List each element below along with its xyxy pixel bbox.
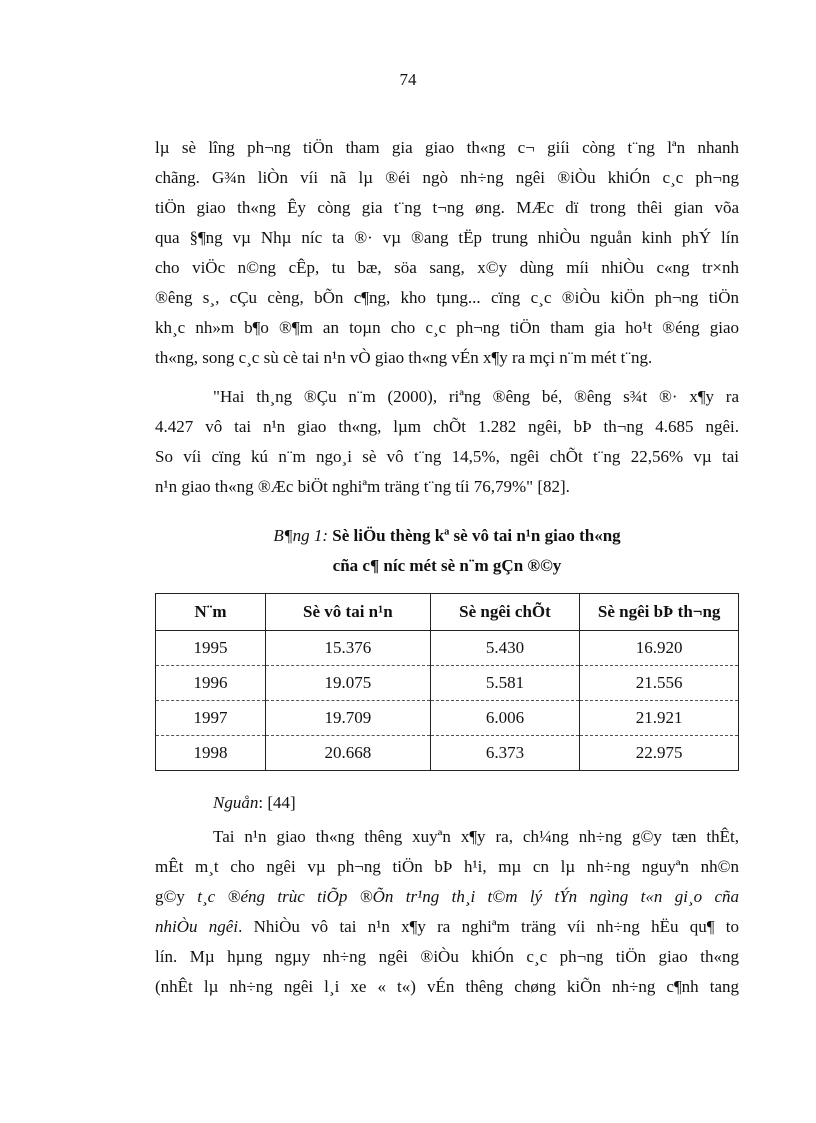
table-caption-line-1 — [155, 521, 739, 551]
paragraph-text: . NhiÒu vô tai n¹n x¶y ra nghiªm träng víi nh÷ng hËu qu¶ to — [238, 917, 739, 936]
paragraph-line-mixed — [155, 882, 739, 912]
column-header-injured: Sè ngêi bÞ th¬ng — [580, 594, 739, 631]
table-source — [213, 788, 296, 818]
cell-deaths: 5.430 — [430, 631, 580, 666]
paragraph-line: 4.427 vô tai n¹n giao th«ng, lµm chÕt 1.282 ngêi, bÞ th¬ng 4.685 ngêi. — [155, 417, 739, 436]
table-caption — [155, 521, 739, 581]
paragraph-line: th«ng, song c¸c sù cè tai n¹n vÒ giao th«ng vÉn x¶y ra mçi n¨m mét t¨ng. — [155, 348, 653, 367]
cell-accidents: 20.668 — [266, 736, 431, 771]
paragraph-italic-text: nhiÒu ngêi — [155, 917, 239, 936]
paragraph-line: kh¸c nh»m b¶o ®¶m an toµn cho c¸c ph¬ng tiÖn tham gia ho¹t ®éng giao — [155, 318, 739, 337]
statistics-table — [155, 593, 739, 771]
table-caption-title-line-2: cña c¶ níc mét sè n¨m gÇn ®©y — [332, 556, 562, 575]
column-header-deaths: Sè ngêi chÕt — [430, 594, 580, 631]
cell-year: 1995 — [156, 631, 266, 666]
paragraph-line: So víi cïng kú n¨m ngo¸i sè vô t¨ng 14,5%, ngêi chÕt t¨ng 22,56% vµ tai — [155, 447, 739, 466]
paragraph-line: qua §¶ng vµ Nhµ níc ta ®· vµ ®ang tËp trung nhiÒu nguån kinh phÝ lín — [155, 228, 739, 247]
cell-deaths: 5.581 — [430, 666, 580, 701]
table-row — [156, 631, 739, 666]
paragraph-line: mÊt m¸t cho ngêi vµ ph¬ng tiÖn bÞ h¹i, mµ cn lµ nh÷ng nguyªn nh©n — [155, 857, 739, 876]
paragraph-1 — [155, 133, 739, 373]
paragraph-line: lín. Mµ hµng ngµy nh÷ng ngêi ®iÒu khiÓn c¸c ph¬ng tiÖn giao th«ng — [155, 947, 739, 966]
cell-year: 1998 — [156, 736, 266, 771]
page-number: 74 — [399, 70, 417, 89]
column-header-year: N¨m — [156, 594, 266, 631]
cell-year: 1996 — [156, 666, 266, 701]
paragraph-line: ®êng s¸, cÇu cèng, bÕn c¶ng, kho tµng... cïng c¸c ®iÒu kiÖn ph¬ng tiÖn — [155, 288, 739, 307]
cell-injured: 21.921 — [580, 701, 739, 736]
column-header-accidents: Sè vô tai n¹n — [266, 594, 431, 631]
cell-injured: 21.556 — [580, 666, 739, 701]
paragraph-line: Tai n¹n giao th«ng thêng xuyªn x¶y ra, ch¼ng nh÷ng g©y tæn thÊt, — [213, 827, 739, 846]
paragraph-line: chãng. G¾n liÒn víi nã lµ ®éi ngò nh÷ng ngêi ®iÒu khiÓn c¸c ph¬ng — [155, 168, 739, 187]
cell-deaths: 6.006 — [430, 701, 580, 736]
table-row — [156, 701, 739, 736]
paragraph-3 — [155, 822, 739, 1002]
table-caption-label: B¶ng 1: — [273, 526, 329, 545]
table-header-row — [156, 594, 739, 631]
table-caption-title: Sè liÖu thèng kª sè vô tai n¹n giao th«ng — [328, 526, 621, 545]
cell-injured: 22.975 — [580, 736, 739, 771]
cell-accidents: 19.075 — [266, 666, 431, 701]
paragraph-line: lµ sè lîng ph¬ng tiÖn tham gia giao th«ng c¬ giíi còng t¨ng lªn nhanh — [155, 138, 739, 157]
paragraph-line: "Hai th¸ng ®Çu n¨m (2000), riªng ®êng bé, ®êng s¾t ®· x¶y ra — [213, 387, 739, 406]
paragraph-line: n¹n giao th«ng ®Æc biÖt nghiªm träng t¨ng tíi 76,79%" [82]. — [155, 477, 570, 496]
paragraph-line: tiÖn giao th«ng Êy còng gia t¨ng t¬ng øng. MÆc dï trong thêi gian võa — [155, 198, 739, 217]
paragraph-line-mixed — [155, 912, 739, 942]
table-row — [156, 666, 739, 701]
paragraph-text: g©y — [155, 887, 198, 906]
paragraph-line: (nhÊt lµ nh÷ng ngêi l¸i xe « t«) vÉn thêng chøng kiÕn nh÷ng c¶nh tang — [155, 977, 739, 996]
source-label: Nguån — [213, 793, 259, 812]
cell-accidents: 15.376 — [266, 631, 431, 666]
cell-injured: 16.920 — [580, 631, 739, 666]
source-reference: : [44] — [258, 793, 296, 812]
cell-accidents: 19.709 — [266, 701, 431, 736]
cell-deaths: 6.373 — [430, 736, 580, 771]
cell-year: 1997 — [156, 701, 266, 736]
table-row — [156, 736, 739, 771]
paragraph-line: cho viÖc n©ng cÊp, tu bæ, söa sang, x©y dùng míi nhiÒu c«ng tr×nh — [155, 258, 739, 277]
paragraph-2-quote — [155, 382, 739, 502]
paragraph-italic-text: t¸c ®éng trùc tiÕp ®Õn tr¹ng th¸i t©m lý tÝn ngìng t«n gi¸o cña — [197, 887, 739, 906]
